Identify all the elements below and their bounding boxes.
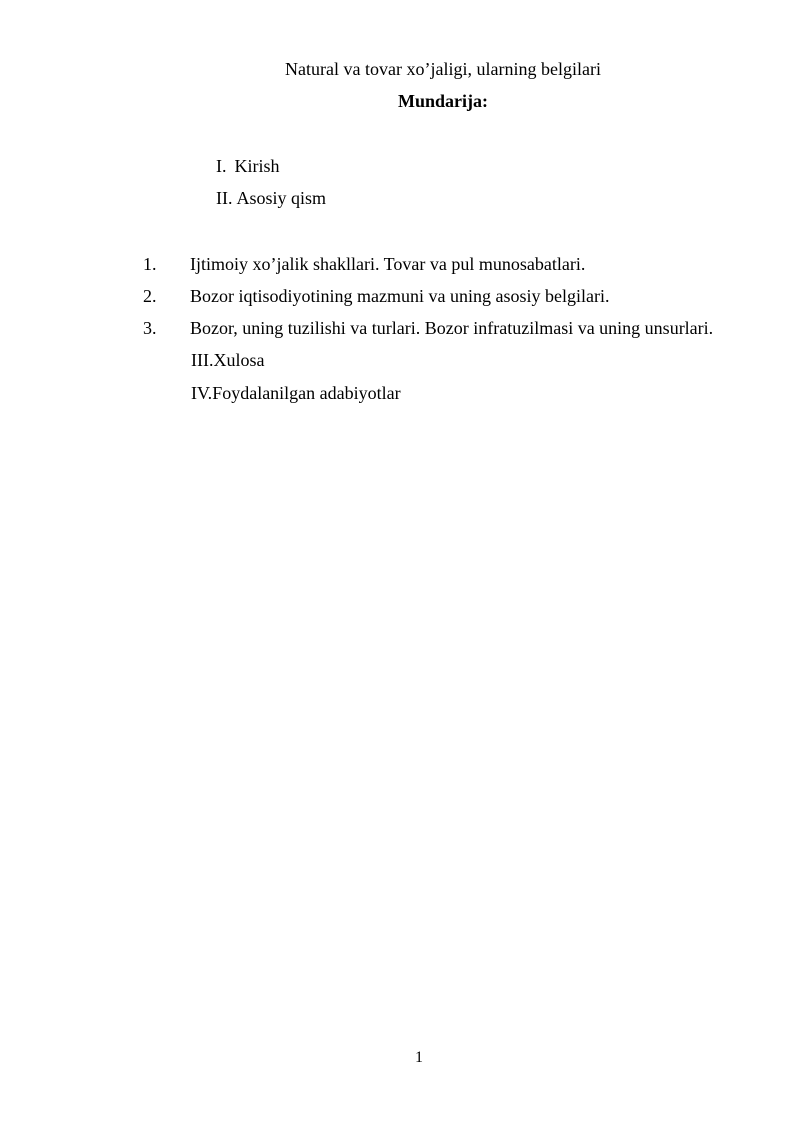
item-number: 2. <box>143 286 157 306</box>
section-marker: I. <box>216 156 227 176</box>
item-number: 1. <box>143 254 157 274</box>
item-text: Ijtimoiy xo’jalik shakllari. Tovar va pul munosabatlari. <box>190 254 586 274</box>
item-text: Bozor iqtisodiyotining mazmuni va uning asosiy belgilari. <box>190 286 610 306</box>
item-text: Bozor, uning tuzilishi va turlari. Bozor infratuzilmasi va uning unsurlari. <box>190 318 714 338</box>
section-label: Asosiy qism <box>236 188 327 208</box>
section-label: Kirish <box>234 156 280 176</box>
section-marker: IV. <box>191 383 213 403</box>
toc-heading: Mundarija: <box>398 91 488 111</box>
toc-item-2 <box>0 285 800 307</box>
section-marker: III. <box>191 350 214 370</box>
toc-section-conclusion <box>191 349 264 371</box>
toc-section-references <box>191 382 401 404</box>
toc-item-1 <box>0 253 800 275</box>
item-number: 3. <box>143 318 157 338</box>
toc-section-intro <box>216 155 280 177</box>
toc-item-3 <box>0 317 800 339</box>
section-marker: II. <box>216 188 233 208</box>
toc-section-main <box>216 187 326 209</box>
section-label: Foydalanilgan adabiyotlar <box>212 383 401 403</box>
section-label: Xulosa <box>213 350 265 370</box>
document-title: Natural va tovar xo’jaligi, ularning belgilari <box>285 59 601 79</box>
page-number: 1 <box>415 1049 423 1066</box>
